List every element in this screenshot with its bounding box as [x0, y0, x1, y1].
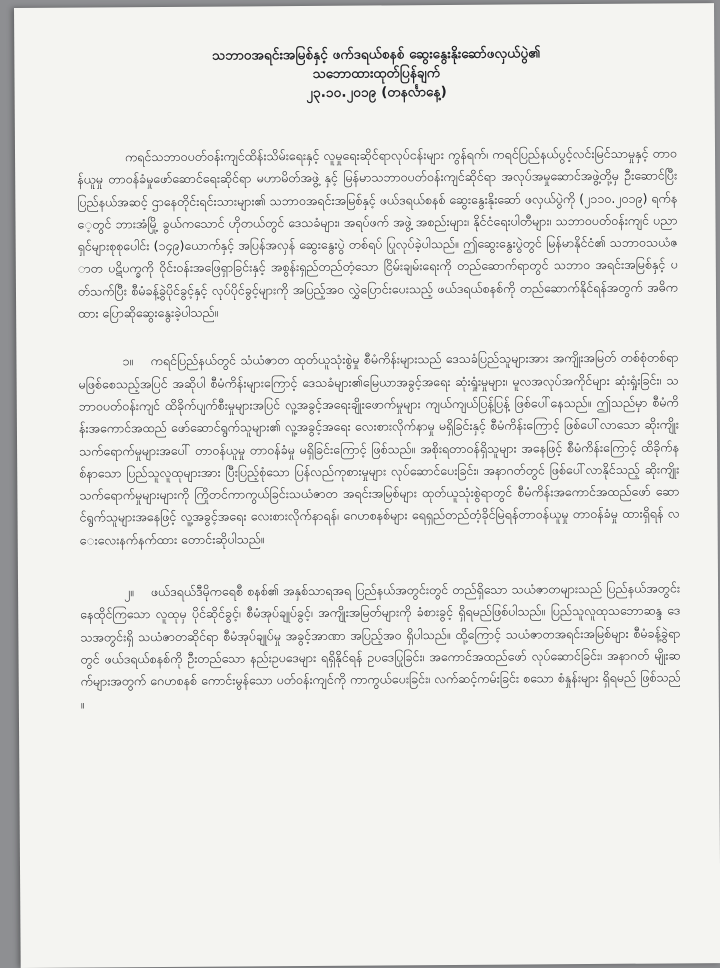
document-title: သဘာဝအရင်းအမြစ်နှင့် ဖက်ဒရယ်စနစ် ဆွေးနွေးနိုးဆော်ဖလှယ်ပွဲ၏: [212, 45, 541, 64]
document-subtitle: သဘောထားထုတ်ပြန်ချက်: [312, 65, 441, 82]
point-1-text: ကရင်ပြည်နယ်တွင် သံယံဇာတ ထုတ်ယူသုံးစွဲမှု စီမံကိန်းများသည် ဒေသခံပြည်သူများအား အကျိုးအမြတ် တစ်စုံတစ်ရာ မဖြစ်စေသည့်အပြင် အဆိုပါ စီမံကိန်းများကြောင့် ဒေသခံများ၏မြေယာအခွင့်အရေး ဆုံးရှုံးမှုများ၊ မူလအလုပ်အကိုင်များ ဆုံးရှုံးခြင်း၊ သဘာဝပတ်ဝန်းကျင် ထိခိုက်ပျက်စီးမှုများအပြင် လူ့အခွင့်အရေးချိုးဖောက်မှုများ ကျယ်ကျယ်ပြန့်ပြန့် ဖြစ်ပေါ်နေသည်။ ဤသည်မှာ စီမံကိန်းအကောင်အထည် ဖော်ဆောင်ရွက်သူများ၏ လူ့အခွင့်အရေး လေးစားလိုက်နာမှု မရှိခြင်းနှင့် စီမံကိန်းကြောင့် ဖြစ်ပေါ်လာသော ဆိုးကျိုးသက်ရောက်မှုများအပေါ် တာဝန်ယူမှု တာဝန်ခံမှု မရှိခြင်းကြောင့် ဖြစ်သည်။ အစိုးရတာဝန်ရှိသူများ အနေဖြင့် စီမံကိန်းကြောင့် ထိခိုက်နစ်နာသော ပြည်သူလူထုများအား ပြီးပြည့်စုံသော ပြန်လည်ကုစားမှုများ လုပ်ဆောင်ပေးခြင်း၊ အနာဂတ်တွင် ဖြစ်ပေါ်လာနိုင်သည့် ဆိုးကျိုးသက်ရောက်မှုများများကို ကြိုတင်ကာကွယ်ခြင်းသယံဇာတ အရင်းအမြစ်များ ထုတ်ယူသုံးစွဲရာတွင် စီမံကိန်းအကောင်အထည်ဖော် ဆောင်ရွက်သူများအနေဖြင့် လူ့အခွင့်အရေး လေးစားလိုက်နာရန်၊ ဂေဟစနစ်များ ရေရှည်တည်တံ့ခိုင်မြဲရန်တာဝန်ယူမှု တာဝန်ခံမှု ထားရှိရန် လေးလေးနက်နက်ထား တောင်းဆိုပါသည်။: [78, 349, 680, 548]
document-page: [14, 3, 720, 968]
intro-paragraph: ကရင်သဘာဝပတ်ဝန်းကျင်ထိန်းသိမ်းရေးနှင့် လူမှုရေးဆိုင်ရာလုပ်ငန်းများ ကွန်ရက်၊ ကရင်ပြည်နယ်ပွင့်လင်းမြင်သာမှုနှင့် တာဝန်ယူမှု တာဝန်ခံမှုဖော်ဆောင်ရေးဆိုင်ရာ မဟာမိတ်အဖွဲ့ နှင့် မြန်မာသဘာဝပတ်ဝန်းကျင်ဆိုင်ရာ အလုပ်အမှုဆောင်အဖွဲ့တို့မှ ဦးဆောင်ပြီး ပြည်နယ်အဆင့် ဌာနေတိုင်းရင်းသားများ၏ သဘာဝအရင်းအမြစ်နှင့် ဖယ်ဒရယ်စနစ် ဆွေးနွေးနိုးဆော် ဖလှယ်ပွဲကို (၂၁၁၀.၂၀၁၉) ရက်နေ့တွင် ဘားအံမြို့ ခွယ်ကသောင် ဟိုတယ်တွင် ဒေသခံများ၊ အရပ်ဖက် အဖွဲ့ အစည်းများ၊ နိုင်ငံရေးပါတီများ၊ သဘာဝပတ်ဝန်းကျင် ပညာရှင်များစုစုပေါင်း (၁၄၉)ယောက်နှင့် အပြန်အလှန် ဆွေးနွေးပွဲ တစ်ရပ် ပြုလုပ်ခဲ့ပါသည်။ ဤဆွေးနွေးပွဲတွင် မြန်မာနိုင်ငံ၏ သဘာဝသယံဇာတ ပဋိပက္ခကို ဝိုင်းဝန်းအဖြေရှာခြင်းနှင့် အစွန်းရှည်တည်တံ့သော ငြိမ်းချမ်းရေးကို တည်ဆောက်ရာတွင် သဘာဝ အရင်းအမြစ်နှင့် ပတ်သက်ပြီး စီမံခန့်ခွဲပိုင်ခွင့်နှင့် လုပ်ပိုင်ခွင့်များကို အပြည့်အဝ လွှဲပြောင်းပေးသည့် ဖယ်ဒရယ်စနစ်ကို တည်ဆောက်နိုင်ရန်အတွက် အဓိကထား ပြောဆိုဆွေးနွေးခဲ့ပါသည်။: [77, 145, 679, 321]
point-1-number: ၁။: [122, 353, 134, 369]
document-date: ၂၃.၁၀.၂၀၁၉ (တနင်္လာနေ့): [306, 83, 447, 101]
point-1-paragraph: [78, 347, 679, 552]
document-body: [76, 43, 681, 715]
point-2-number: ၂။: [124, 584, 135, 600]
point-2-paragraph: [80, 577, 681, 715]
point-2-text: ဖယ်ဒရယ်ဒီမိုကရေစီ စနစ်၏ အနှစ်သာရအရ ပြည်နယ်အတွင်းတွင် တည်ရှိသော သယံဇာတများသည် ပြည်နယ်အတွင်းနေထိုင်ကြသော လူထုမှ ပိုင်ဆိုင်ခွင့်၊ စီမံအုပ်ချုပ်ခွင့်၊ အကျိုးအမြတ်များကို ခံစားခွင့် ရှိရမည်ဖြစ်ပါသည်။ ပြည်သူလူထုသဘောဆန္ဒ ဒေသအတွင်းရှိ သယံဇာတဆိုင်ရာ စီမံအုပ်ချုပ်မှု အခွင့်အာဏာ အပြည့်အဝ ရှိပါသည်။ ထို့ကြောင့် သယံဇာတအရင်းအမြစ်များ စီမံခန့်ခွဲရာတွင် ဖယ်ဒရယ်စနစ်ကို ဦးတည်သော နည်းဥပဒေများ ရရှိနိုင်ရန် ဥပဒေပြုခြင်း၊ အကောင်အထည်ဖော် လုပ်ဆောင်ခြင်း၊ အနာဂတ် မျိုးဆက်များအတွက် ဂေဟစနစ် ကောင်းမွန်သော ပတ်ဝန်းကျင်ကို ကာကွယ်ပေးခြင်း၊ လက်ဆင့်ကမ်းခြင်း စသော စံနှုန်းများ ရှိရမည် ဖြစ်သည်။: [80, 580, 681, 712]
